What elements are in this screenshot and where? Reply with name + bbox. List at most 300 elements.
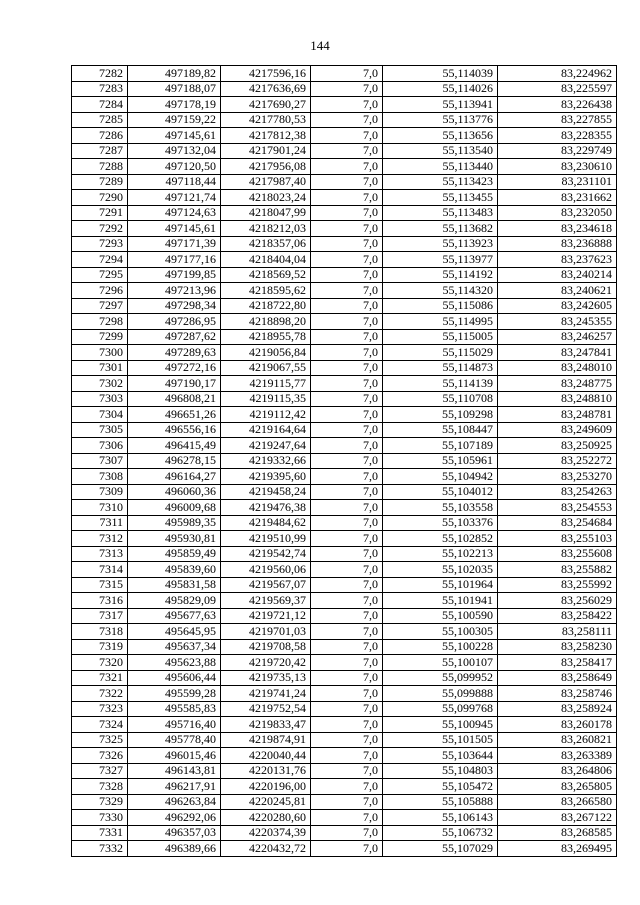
point-number-cell: 7292 xyxy=(72,221,128,237)
longitude-cell: 83,254263 xyxy=(498,484,617,500)
point-number-cell: 7325 xyxy=(72,732,128,748)
y-coordinate-cell: 4218404,04 xyxy=(221,252,311,268)
point-number-cell: 7286 xyxy=(72,128,128,144)
y-coordinate-cell: 4219247,64 xyxy=(221,438,311,454)
x-coordinate-cell: 496292,06 xyxy=(128,810,221,826)
table-row xyxy=(72,407,617,423)
height-cell: 7,0 xyxy=(311,484,383,500)
longitude-cell: 83,228355 xyxy=(498,128,617,144)
longitude-cell: 83,242605 xyxy=(498,298,617,314)
x-coordinate-cell: 497177,16 xyxy=(128,252,221,268)
latitude-cell: 55,115005 xyxy=(383,329,498,345)
table-row xyxy=(72,562,617,578)
longitude-cell: 83,260821 xyxy=(498,732,617,748)
table-row xyxy=(72,624,617,640)
height-cell: 7,0 xyxy=(311,825,383,841)
y-coordinate-cell: 4219458,24 xyxy=(221,484,311,500)
x-coordinate-cell: 495637,34 xyxy=(128,639,221,655)
point-number-cell: 7319 xyxy=(72,639,128,655)
point-number-cell: 7323 xyxy=(72,701,128,717)
point-number-cell: 7320 xyxy=(72,655,128,671)
latitude-cell: 55,106732 xyxy=(383,825,498,841)
point-number-cell: 7294 xyxy=(72,252,128,268)
y-coordinate-cell: 4219735,13 xyxy=(221,670,311,686)
latitude-cell: 55,102852 xyxy=(383,531,498,547)
x-coordinate-cell: 495716,40 xyxy=(128,717,221,733)
longitude-cell: 83,225597 xyxy=(498,81,617,97)
table-row xyxy=(72,112,617,128)
height-cell: 7,0 xyxy=(311,562,383,578)
height-cell: 7,0 xyxy=(311,143,383,159)
y-coordinate-cell: 4219056,84 xyxy=(221,345,311,361)
x-coordinate-cell: 495599,28 xyxy=(128,686,221,702)
height-cell: 7,0 xyxy=(311,794,383,810)
height-cell: 7,0 xyxy=(311,391,383,407)
point-number-cell: 7293 xyxy=(72,236,128,252)
x-coordinate-cell: 497189,82 xyxy=(128,66,221,82)
point-number-cell: 7322 xyxy=(72,686,128,702)
y-coordinate-cell: 4220374,39 xyxy=(221,825,311,841)
y-coordinate-cell: 4217596,16 xyxy=(221,66,311,82)
y-coordinate-cell: 4218023,24 xyxy=(221,190,311,206)
table-row xyxy=(72,500,617,516)
longitude-cell: 83,234618 xyxy=(498,221,617,237)
x-coordinate-cell: 495839,60 xyxy=(128,562,221,578)
table-row xyxy=(72,794,617,810)
coordinates-table xyxy=(71,65,617,857)
point-number-cell: 7311 xyxy=(72,515,128,531)
latitude-cell: 55,104012 xyxy=(383,484,498,500)
height-cell: 7,0 xyxy=(311,500,383,516)
latitude-cell: 55,107189 xyxy=(383,438,498,454)
height-cell: 7,0 xyxy=(311,112,383,128)
y-coordinate-cell: 4219476,38 xyxy=(221,500,311,516)
table-row xyxy=(72,763,617,779)
height-cell: 7,0 xyxy=(311,345,383,361)
latitude-cell: 55,109298 xyxy=(383,407,498,423)
table-row xyxy=(72,841,617,857)
point-number-cell: 7328 xyxy=(72,779,128,795)
x-coordinate-cell: 496415,49 xyxy=(128,438,221,454)
longitude-cell: 83,250925 xyxy=(498,438,617,454)
y-coordinate-cell: 4220432,72 xyxy=(221,841,311,857)
height-cell: 7,0 xyxy=(311,608,383,624)
y-coordinate-cell: 4218212,03 xyxy=(221,221,311,237)
x-coordinate-cell: 497145,61 xyxy=(128,221,221,237)
longitude-cell: 83,248810 xyxy=(498,391,617,407)
y-coordinate-cell: 4219874,91 xyxy=(221,732,311,748)
table-row xyxy=(72,190,617,206)
longitude-cell: 83,246257 xyxy=(498,329,617,345)
longitude-cell: 83,227855 xyxy=(498,112,617,128)
x-coordinate-cell: 496164,27 xyxy=(128,469,221,485)
table-row xyxy=(72,376,617,392)
latitude-cell: 55,099888 xyxy=(383,686,498,702)
x-coordinate-cell: 497188,07 xyxy=(128,81,221,97)
y-coordinate-cell: 4219112,42 xyxy=(221,407,311,423)
height-cell: 7,0 xyxy=(311,686,383,702)
height-cell: 7,0 xyxy=(311,841,383,857)
point-number-cell: 7308 xyxy=(72,469,128,485)
latitude-cell: 55,100228 xyxy=(383,639,498,655)
longitude-cell: 83,231101 xyxy=(498,174,617,190)
latitude-cell: 55,114139 xyxy=(383,376,498,392)
x-coordinate-cell: 497118,44 xyxy=(128,174,221,190)
longitude-cell: 83,258230 xyxy=(498,639,617,655)
x-coordinate-cell: 496015,46 xyxy=(128,748,221,764)
table-row xyxy=(72,81,617,97)
y-coordinate-cell: 4218898,20 xyxy=(221,314,311,330)
y-coordinate-cell: 4219164,64 xyxy=(221,422,311,438)
x-coordinate-cell: 497213,96 xyxy=(128,283,221,299)
x-coordinate-cell: 497159,22 xyxy=(128,112,221,128)
longitude-cell: 83,265805 xyxy=(498,779,617,795)
longitude-cell: 83,258417 xyxy=(498,655,617,671)
height-cell: 7,0 xyxy=(311,732,383,748)
table-row xyxy=(72,779,617,795)
x-coordinate-cell: 496278,15 xyxy=(128,453,221,469)
latitude-cell: 55,105961 xyxy=(383,453,498,469)
latitude-cell: 55,100107 xyxy=(383,655,498,671)
longitude-cell: 83,266580 xyxy=(498,794,617,810)
table-row xyxy=(72,128,617,144)
y-coordinate-cell: 4217956,08 xyxy=(221,159,311,175)
longitude-cell: 83,232050 xyxy=(498,205,617,221)
x-coordinate-cell: 495606,44 xyxy=(128,670,221,686)
longitude-cell: 83,226438 xyxy=(498,97,617,113)
latitude-cell: 55,113941 xyxy=(383,97,498,113)
height-cell: 7,0 xyxy=(311,453,383,469)
table-row xyxy=(72,66,617,82)
height-cell: 7,0 xyxy=(311,515,383,531)
table-row xyxy=(72,360,617,376)
latitude-cell: 55,101964 xyxy=(383,577,498,593)
x-coordinate-cell: 497178,19 xyxy=(128,97,221,113)
height-cell: 7,0 xyxy=(311,128,383,144)
point-number-cell: 7307 xyxy=(72,453,128,469)
y-coordinate-cell: 4219741,24 xyxy=(221,686,311,702)
height-cell: 7,0 xyxy=(311,469,383,485)
longitude-cell: 83,229749 xyxy=(498,143,617,159)
table-row xyxy=(72,159,617,175)
table-row xyxy=(72,267,617,283)
point-number-cell: 7326 xyxy=(72,748,128,764)
y-coordinate-cell: 4219720,42 xyxy=(221,655,311,671)
x-coordinate-cell: 495930,81 xyxy=(128,531,221,547)
y-coordinate-cell: 4218047,99 xyxy=(221,205,311,221)
latitude-cell: 55,099952 xyxy=(383,670,498,686)
point-number-cell: 7300 xyxy=(72,345,128,361)
x-coordinate-cell: 496263,84 xyxy=(128,794,221,810)
height-cell: 7,0 xyxy=(311,252,383,268)
table-row xyxy=(72,639,617,655)
point-number-cell: 7283 xyxy=(72,81,128,97)
table-row xyxy=(72,748,617,764)
point-number-cell: 7310 xyxy=(72,500,128,516)
point-number-cell: 7324 xyxy=(72,717,128,733)
height-cell: 7,0 xyxy=(311,283,383,299)
point-number-cell: 7316 xyxy=(72,593,128,609)
y-coordinate-cell: 4219542,74 xyxy=(221,546,311,562)
latitude-cell: 55,103644 xyxy=(383,748,498,764)
point-number-cell: 7297 xyxy=(72,298,128,314)
latitude-cell: 55,105888 xyxy=(383,794,498,810)
y-coordinate-cell: 4220040,44 xyxy=(221,748,311,764)
height-cell: 7,0 xyxy=(311,624,383,640)
height-cell: 7,0 xyxy=(311,670,383,686)
point-number-cell: 7304 xyxy=(72,407,128,423)
point-number-cell: 7298 xyxy=(72,314,128,330)
y-coordinate-cell: 4219395,60 xyxy=(221,469,311,485)
x-coordinate-cell: 496060,36 xyxy=(128,484,221,500)
longitude-cell: 83,269495 xyxy=(498,841,617,857)
table-row xyxy=(72,484,617,500)
y-coordinate-cell: 4219332,66 xyxy=(221,453,311,469)
point-number-cell: 7287 xyxy=(72,143,128,159)
y-coordinate-cell: 4219752,54 xyxy=(221,701,311,717)
longitude-cell: 83,252272 xyxy=(498,453,617,469)
point-number-cell: 7305 xyxy=(72,422,128,438)
latitude-cell: 55,113540 xyxy=(383,143,498,159)
point-number-cell: 7314 xyxy=(72,562,128,578)
longitude-cell: 83,255103 xyxy=(498,531,617,547)
x-coordinate-cell: 495831,58 xyxy=(128,577,221,593)
longitude-cell: 83,255992 xyxy=(498,577,617,593)
height-cell: 7,0 xyxy=(311,639,383,655)
height-cell: 7,0 xyxy=(311,438,383,454)
page-number: 144 xyxy=(310,38,330,53)
y-coordinate-cell: 4218955,78 xyxy=(221,329,311,345)
height-cell: 7,0 xyxy=(311,701,383,717)
latitude-cell: 55,115029 xyxy=(383,345,498,361)
table-row xyxy=(72,453,617,469)
point-number-cell: 7332 xyxy=(72,841,128,857)
y-coordinate-cell: 4220245,81 xyxy=(221,794,311,810)
y-coordinate-cell: 4219721,12 xyxy=(221,608,311,624)
height-cell: 7,0 xyxy=(311,655,383,671)
point-number-cell: 7302 xyxy=(72,376,128,392)
height-cell: 7,0 xyxy=(311,531,383,547)
height-cell: 7,0 xyxy=(311,221,383,237)
longitude-cell: 83,254684 xyxy=(498,515,617,531)
height-cell: 7,0 xyxy=(311,190,383,206)
table-row xyxy=(72,732,617,748)
x-coordinate-cell: 497124,63 xyxy=(128,205,221,221)
point-number-cell: 7318 xyxy=(72,624,128,640)
table-row xyxy=(72,469,617,485)
y-coordinate-cell: 4217780,53 xyxy=(221,112,311,128)
longitude-cell: 83,231662 xyxy=(498,190,617,206)
point-number-cell: 7327 xyxy=(72,763,128,779)
x-coordinate-cell: 495829,09 xyxy=(128,593,221,609)
point-number-cell: 7313 xyxy=(72,546,128,562)
longitude-cell: 83,258924 xyxy=(498,701,617,717)
y-coordinate-cell: 4219708,58 xyxy=(221,639,311,655)
x-coordinate-cell: 496808,21 xyxy=(128,391,221,407)
point-number-cell: 7290 xyxy=(72,190,128,206)
point-number-cell: 7315 xyxy=(72,577,128,593)
x-coordinate-cell: 497199,85 xyxy=(128,267,221,283)
longitude-cell: 83,245355 xyxy=(498,314,617,330)
longitude-cell: 83,237623 xyxy=(498,252,617,268)
x-coordinate-cell: 495645,95 xyxy=(128,624,221,640)
latitude-cell: 55,114873 xyxy=(383,360,498,376)
y-coordinate-cell: 4217636,69 xyxy=(221,81,311,97)
x-coordinate-cell: 496357,03 xyxy=(128,825,221,841)
longitude-cell: 83,258649 xyxy=(498,670,617,686)
latitude-cell: 55,101505 xyxy=(383,732,498,748)
longitude-cell: 83,248010 xyxy=(498,360,617,376)
longitude-cell: 83,248775 xyxy=(498,376,617,392)
longitude-cell: 83,249609 xyxy=(498,422,617,438)
latitude-cell: 55,108447 xyxy=(383,422,498,438)
height-cell: 7,0 xyxy=(311,763,383,779)
longitude-cell: 83,255608 xyxy=(498,546,617,562)
x-coordinate-cell: 496556,16 xyxy=(128,422,221,438)
table-row xyxy=(72,143,617,159)
height-cell: 7,0 xyxy=(311,159,383,175)
x-coordinate-cell: 496143,81 xyxy=(128,763,221,779)
latitude-cell: 55,100590 xyxy=(383,608,498,624)
point-number-cell: 7331 xyxy=(72,825,128,841)
y-coordinate-cell: 4219701,03 xyxy=(221,624,311,640)
latitude-cell: 55,114039 xyxy=(383,66,498,82)
point-number-cell: 7296 xyxy=(72,283,128,299)
latitude-cell: 55,114320 xyxy=(383,283,498,299)
table-row xyxy=(72,422,617,438)
table-row xyxy=(72,97,617,113)
table-row xyxy=(72,608,617,624)
latitude-cell: 55,113923 xyxy=(383,236,498,252)
point-number-cell: 7321 xyxy=(72,670,128,686)
height-cell: 7,0 xyxy=(311,298,383,314)
height-cell: 7,0 xyxy=(311,97,383,113)
x-coordinate-cell: 497286,95 xyxy=(128,314,221,330)
point-number-cell: 7330 xyxy=(72,810,128,826)
longitude-cell: 83,263389 xyxy=(498,748,617,764)
table-row xyxy=(72,577,617,593)
latitude-cell: 55,110708 xyxy=(383,391,498,407)
height-cell: 7,0 xyxy=(311,577,383,593)
longitude-cell: 83,267122 xyxy=(498,810,617,826)
height-cell: 7,0 xyxy=(311,407,383,423)
latitude-cell: 55,113977 xyxy=(383,252,498,268)
table-row xyxy=(72,298,617,314)
point-number-cell: 7289 xyxy=(72,174,128,190)
height-cell: 7,0 xyxy=(311,66,383,82)
table-row xyxy=(72,345,617,361)
x-coordinate-cell: 497120,50 xyxy=(128,159,221,175)
point-number-cell: 7303 xyxy=(72,391,128,407)
latitude-cell: 55,113440 xyxy=(383,159,498,175)
longitude-cell: 83,264806 xyxy=(498,763,617,779)
longitude-cell: 83,247841 xyxy=(498,345,617,361)
y-coordinate-cell: 4220280,60 xyxy=(221,810,311,826)
latitude-cell: 55,113776 xyxy=(383,112,498,128)
y-coordinate-cell: 4218722,80 xyxy=(221,298,311,314)
table-row xyxy=(72,252,617,268)
y-coordinate-cell: 4219067,55 xyxy=(221,360,311,376)
y-coordinate-cell: 4218569,52 xyxy=(221,267,311,283)
point-number-cell: 7285 xyxy=(72,112,128,128)
height-cell: 7,0 xyxy=(311,267,383,283)
longitude-cell: 83,255882 xyxy=(498,562,617,578)
y-coordinate-cell: 4218595,62 xyxy=(221,283,311,299)
x-coordinate-cell: 496651,26 xyxy=(128,407,221,423)
table-row xyxy=(72,329,617,345)
x-coordinate-cell: 495989,35 xyxy=(128,515,221,531)
x-coordinate-cell: 497171,39 xyxy=(128,236,221,252)
point-number-cell: 7282 xyxy=(72,66,128,82)
y-coordinate-cell: 4219115,35 xyxy=(221,391,311,407)
x-coordinate-cell: 495623,88 xyxy=(128,655,221,671)
height-cell: 7,0 xyxy=(311,329,383,345)
y-coordinate-cell: 4217901,24 xyxy=(221,143,311,159)
table-row xyxy=(72,283,617,299)
longitude-cell: 83,240214 xyxy=(498,267,617,283)
longitude-cell: 83,236888 xyxy=(498,236,617,252)
x-coordinate-cell: 497289,63 xyxy=(128,345,221,361)
latitude-cell: 55,114995 xyxy=(383,314,498,330)
latitude-cell: 55,105472 xyxy=(383,779,498,795)
height-cell: 7,0 xyxy=(311,422,383,438)
coordinates-table-body xyxy=(72,66,617,857)
latitude-cell: 55,113656 xyxy=(383,128,498,144)
y-coordinate-cell: 4219567,07 xyxy=(221,577,311,593)
y-coordinate-cell: 4220131,76 xyxy=(221,763,311,779)
y-coordinate-cell: 4219510,99 xyxy=(221,531,311,547)
longitude-cell: 83,224962 xyxy=(498,66,617,82)
table-row xyxy=(72,174,617,190)
latitude-cell: 55,102035 xyxy=(383,562,498,578)
y-coordinate-cell: 4219115,77 xyxy=(221,376,311,392)
latitude-cell: 55,100305 xyxy=(383,624,498,640)
height-cell: 7,0 xyxy=(311,236,383,252)
x-coordinate-cell: 497272,16 xyxy=(128,360,221,376)
latitude-cell: 55,114026 xyxy=(383,81,498,97)
latitude-cell: 55,103558 xyxy=(383,500,498,516)
y-coordinate-cell: 4217690,27 xyxy=(221,97,311,113)
height-cell: 7,0 xyxy=(311,593,383,609)
latitude-cell: 55,103376 xyxy=(383,515,498,531)
x-coordinate-cell: 495859,49 xyxy=(128,546,221,562)
longitude-cell: 83,260178 xyxy=(498,717,617,733)
longitude-cell: 83,248781 xyxy=(498,407,617,423)
latitude-cell: 55,113682 xyxy=(383,221,498,237)
table-row xyxy=(72,391,617,407)
point-number-cell: 7306 xyxy=(72,438,128,454)
y-coordinate-cell: 4217812,38 xyxy=(221,128,311,144)
y-coordinate-cell: 4219560,06 xyxy=(221,562,311,578)
latitude-cell: 55,101941 xyxy=(383,593,498,609)
height-cell: 7,0 xyxy=(311,314,383,330)
longitude-cell: 83,230610 xyxy=(498,159,617,175)
table-row xyxy=(72,670,617,686)
point-number-cell: 7299 xyxy=(72,329,128,345)
x-coordinate-cell: 497298,34 xyxy=(128,298,221,314)
table-row xyxy=(72,686,617,702)
y-coordinate-cell: 4220196,00 xyxy=(221,779,311,795)
y-coordinate-cell: 4219484,62 xyxy=(221,515,311,531)
table-row xyxy=(72,655,617,671)
latitude-cell: 55,104942 xyxy=(383,469,498,485)
point-number-cell: 7309 xyxy=(72,484,128,500)
x-coordinate-cell: 497121,74 xyxy=(128,190,221,206)
table-row xyxy=(72,205,617,221)
height-cell: 7,0 xyxy=(311,546,383,562)
height-cell: 7,0 xyxy=(311,81,383,97)
y-coordinate-cell: 4219833,47 xyxy=(221,717,311,733)
